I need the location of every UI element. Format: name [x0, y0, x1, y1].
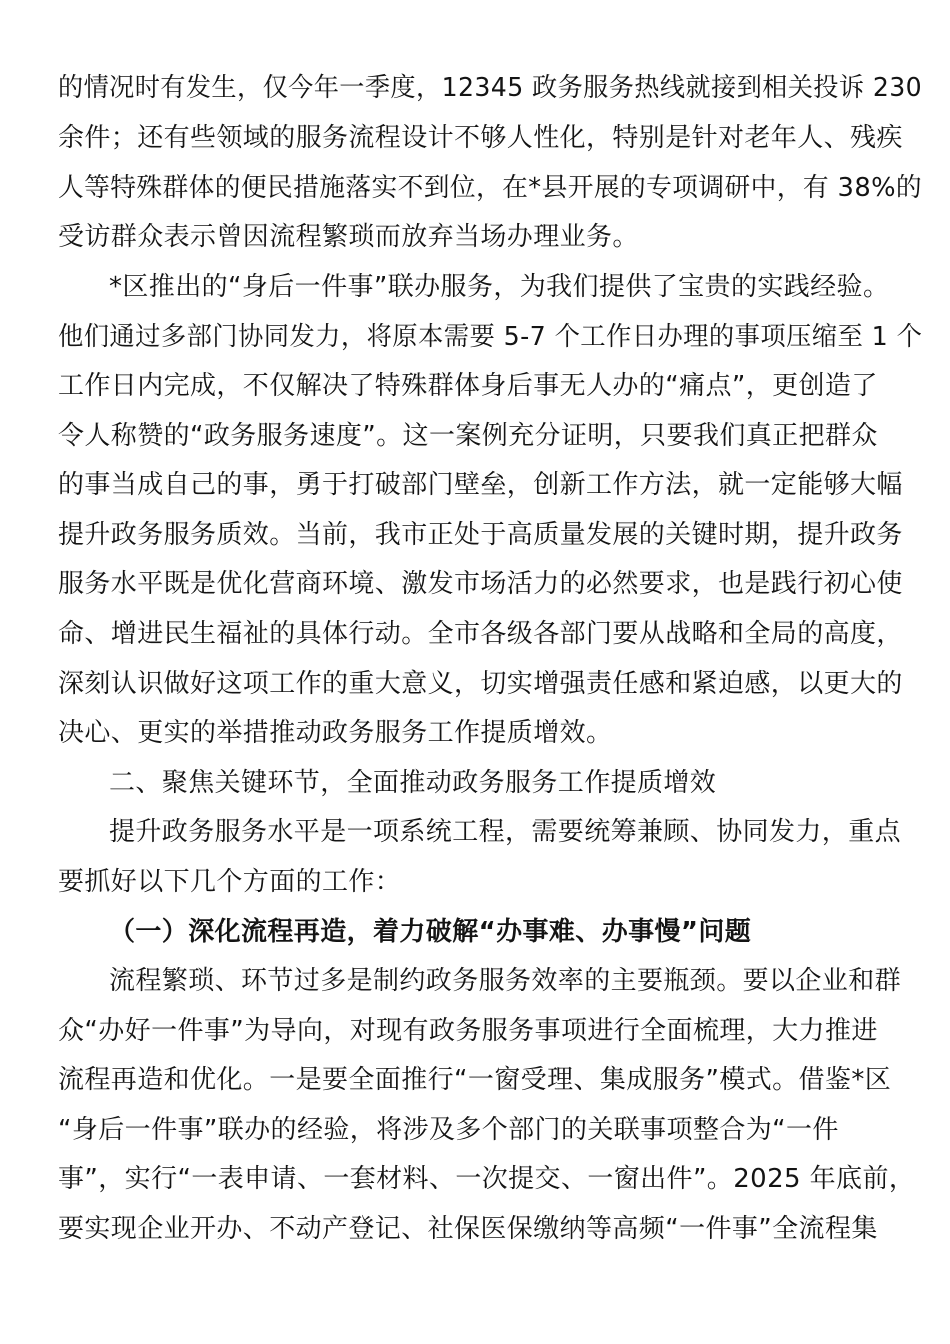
paragraph-2-line-1: *区推出的“身后一件事”联办服务，为我们提供了宝贵的实践经验。 — [109, 272, 890, 302]
text-line-4: 受访群众表示曾因流程繁琐而放弃当场办理业务。 — [58, 222, 639, 252]
paragraph-5-line-1: 流程繁琐、环节过多是制约政务服务效率的主要瓶颈。要以企业和群 — [109, 966, 902, 996]
text-line-8: 令人称赞的“政务服务速度”。这一案例充分证明，只要我们真正把群众 — [58, 421, 878, 451]
text-line-9: 的事当成自己的事，勇于打破部门壁垒，创新工作方法，就一定能够大幅 — [58, 470, 903, 500]
text-line-1: 的情况时有发生，仅今年一季度，12345 政务服务热线就接到相关投诉 230 — [58, 73, 923, 103]
text-line-14: 决心、更实的举措推动政务服务工作提质增效。 — [58, 718, 613, 748]
text-line-21: 流程再造和优化。一是要全面推行“一窗受理、集成服务”模式。借鉴*区 — [58, 1065, 892, 1095]
subsection-heading: （一）深化流程再造，着力破解“办事难、办事慢”问题 — [109, 917, 752, 947]
text-line-10: 提升政务服务质效。当前，我市正处于高质量发展的关键时期，提升政务 — [58, 520, 903, 550]
text-line-23: 事”，实行“一表申请、一套材料、一次提交、一窗出件”。2025 年底前， — [58, 1164, 916, 1194]
text-line-24: 要实现企业开办、不动产登记、社保医保缴纳等高频“一件事”全流程集 — [58, 1214, 878, 1244]
text-line-3: 人等特殊群体的便民措施落实不到位，在*县开展的专项调研中，有 38%的 — [58, 173, 923, 203]
text-line-11: 服务水平既是优化营商环境、激发市场活力的必然要求，也是践行初心使 — [58, 569, 903, 599]
text-line-2: 余件；还有些领域的服务流程设计不够人性化，特别是针对老年人、残疾 — [58, 123, 903, 153]
text-line-7: 工作日内完成，不仅解决了特殊群体身后事无人办的“痛点”，更创造了 — [58, 371, 878, 401]
text-line-6: 他们通过多部门协同发力，将原本需要 5-7 个工作日办理的事项压缩至 1 个 — [58, 322, 923, 352]
text-line-17: 要抓好以下几个方面的工作： — [58, 867, 402, 897]
text-line-12: 命、增进民生福祉的具体行动。全市各级各部门要从战略和全局的高度， — [58, 619, 903, 649]
text-line-13: 深刻认识做好这项工作的重大意义，切实增强责任感和紧迫感，以更大的 — [58, 669, 903, 699]
section-heading: 二、聚焦关键环节，全面推动政务服务工作提质增效 — [109, 768, 717, 798]
text-line-20: 众“办好一件事”为导向，对现有政务服务事项进行全面梳理，大力推进 — [58, 1016, 878, 1046]
paragraph-4-line-1: 提升政务服务水平是一项系统工程，需要统筹兼顾、协同发力，重点 — [109, 817, 902, 847]
text-line-22: “身后一件事”联办的经验，将涉及多个部门的关联事项整合为“一件 — [58, 1115, 839, 1145]
